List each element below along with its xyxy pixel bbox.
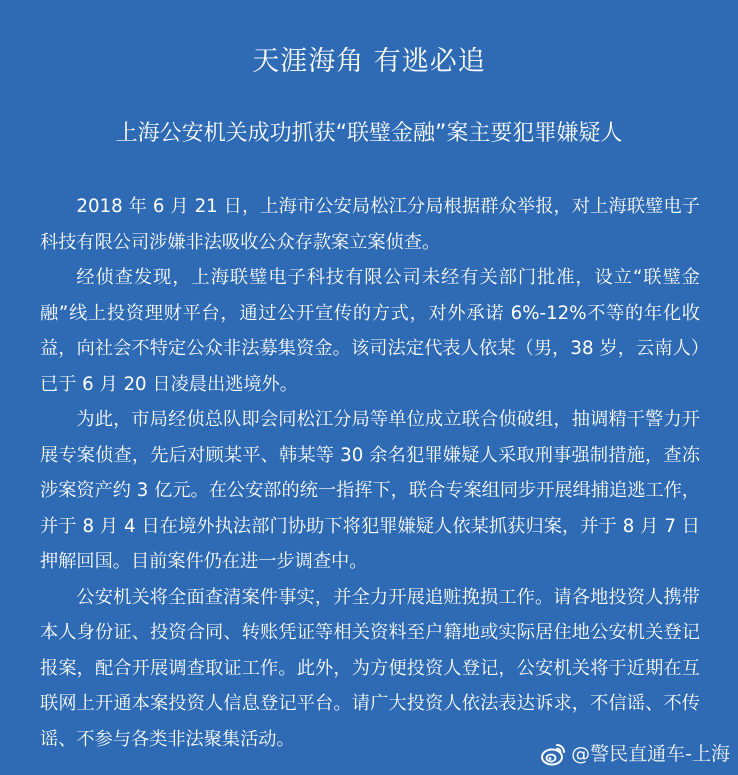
paragraph-4: 公安机关将全面查清案件事实，并全力开展追赃挽损工作。请各地投资人携带本人身份证、投资合同、转账凭证等相关资料至户籍地或实际居住地公安机关登记报案，配合开展调查取证工作。此外，为方便投资人登记，公安机关将于近期在互联网上开通本案投资人信息登记平台。请广大投资人依法表达诉求，不信谣、不传谣、不参与各类非法聚集活动。 bbox=[40, 586, 700, 750]
page-title: 天涯海角 有逃必追 bbox=[252, 46, 486, 77]
watermark-text: @警民直通车-上海 bbox=[571, 743, 730, 765]
page-subtitle: 上海公安机关成功抓获“联璧金融”案主要犯罪嫌疑人 bbox=[115, 121, 623, 146]
weibo-watermark bbox=[541, 741, 730, 767]
notice-body bbox=[40, 189, 700, 757]
paragraph-1: 2018 年 6 月 21 日，上海市公安局松江分局根据群众举报，对上海联璧电子科技有限公司涉嫌非法吸收公众存款案立案侦查。 bbox=[40, 196, 700, 253]
paragraph-3: 为此，市局经侦总队即会同松江分局等单位成立联合侦破组，抽调精干警力开展专案侦查，先后对顾某平、韩某等 30 余名犯罪嫌疑人采取刑事强制措施，查冻涉案资产约 3 亿元。在公安部的统一指挥下，联合专案组同步开展缉捕追逃工作，并于 8 月 4 日在境外执法部门协助下将犯罪嫌疑人依某抓获归案，并于 8 月 7 日押解回国。目前案件仍在进一步调查中。 bbox=[40, 409, 700, 572]
paragraph-2: 经侦查发现，上海联璧电子科技有限公司未经有关部门批准，设立“联璧金融”线上投资理财平台，通过公开宣传的方式，对外承诺 6%-12%不等的年化收益，向社会不特定公众非法募集资金。该司法定代表人依某（男，38 岁，云南人）已于 6 月 20 日凌晨出逃境外。 bbox=[40, 267, 700, 395]
weibo-icon bbox=[541, 742, 567, 766]
